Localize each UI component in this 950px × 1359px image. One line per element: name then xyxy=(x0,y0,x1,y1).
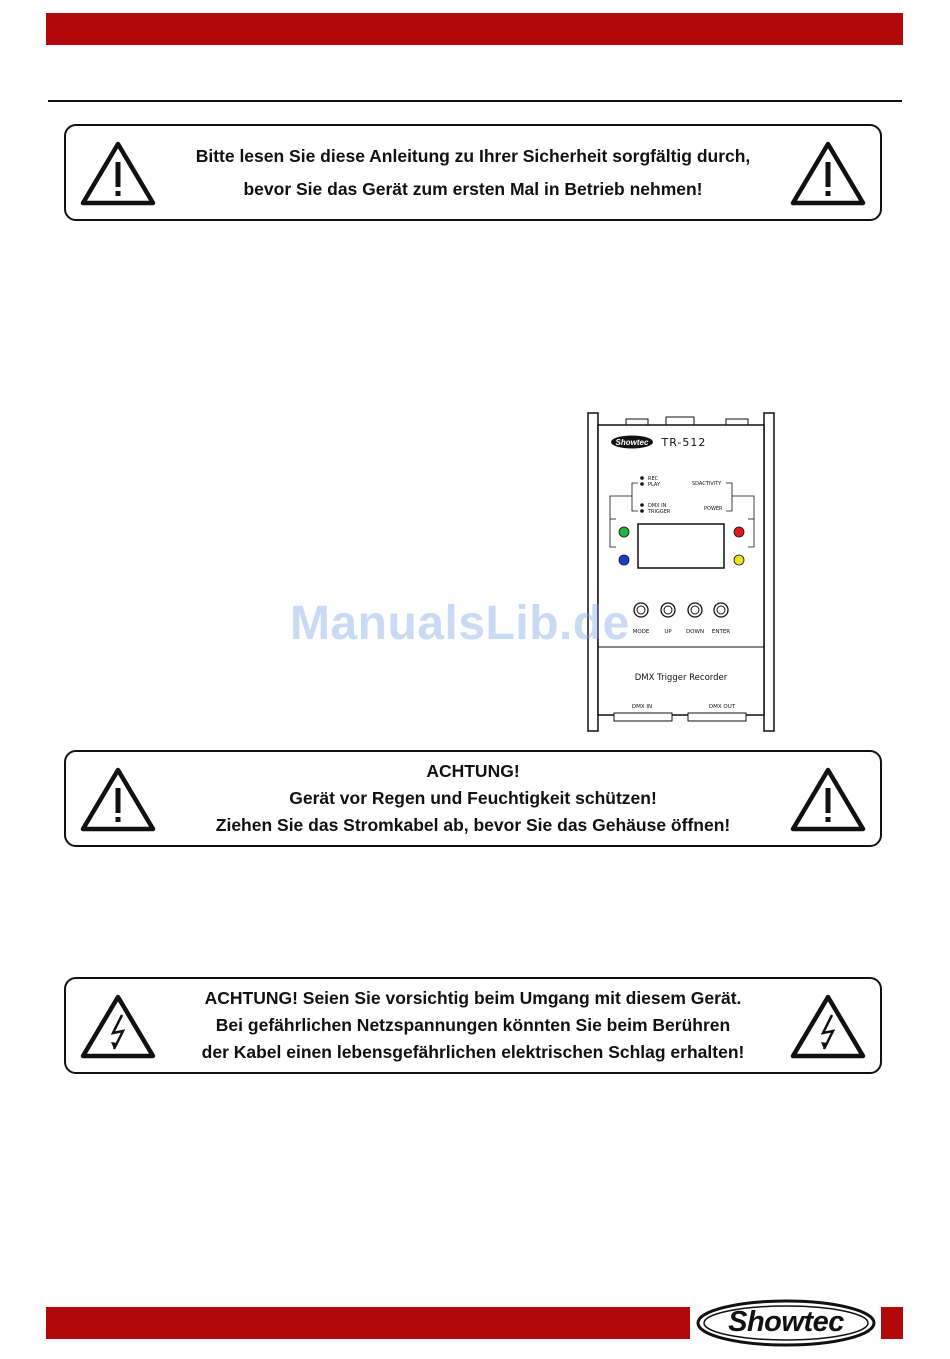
warning-line: Bitte lesen Sie diese Anleitung zu Ihrer Sicherheit sorgfältig durch, xyxy=(195,145,751,166)
label-dmx-in-port: DMX IN xyxy=(631,704,653,710)
led-red xyxy=(734,527,744,537)
warning-line: bevor Sie das Gerät zum ersten Mal in Betrieb nehmen! xyxy=(243,178,703,199)
label-rec: REC xyxy=(648,476,659,482)
header-rule xyxy=(48,100,902,102)
warning-moisture xyxy=(64,750,882,847)
led-blue xyxy=(619,555,629,565)
device-model: TR-512 xyxy=(661,436,707,449)
device-brand: Showtec xyxy=(615,438,649,447)
warning-electric-shock xyxy=(64,977,882,1074)
high-voltage-triangle-icon xyxy=(790,993,866,1059)
label-mode: MODE xyxy=(632,629,650,635)
exclamation-triangle-icon xyxy=(80,140,156,206)
exclamation-triangle-icon xyxy=(790,140,866,206)
label-dmx-in-led: DMX IN xyxy=(648,503,667,509)
exclamation-triangle-icon xyxy=(790,766,866,832)
label-trigger: TRIGGER xyxy=(648,509,671,515)
warning-read-manual xyxy=(64,124,882,221)
label-up: UP xyxy=(664,629,672,635)
lcd-display xyxy=(638,524,724,568)
led-green xyxy=(619,527,629,537)
watermark: ManualsLib.de xyxy=(290,597,630,650)
label-power: POWER xyxy=(704,506,723,512)
high-voltage-triangle-icon xyxy=(80,993,156,1059)
warning-line: Bei gefährlichen Netzspannungen könnten Sie beim Berühren xyxy=(215,1015,731,1035)
label-sd-activity: SDACTIVITY xyxy=(692,481,722,487)
product-name: DMX Trigger Recorder xyxy=(634,673,728,683)
led-yellow xyxy=(734,555,744,565)
label-play: PLAY xyxy=(648,482,661,488)
exclamation-triangle-icon xyxy=(80,766,156,832)
footer-red-bar-end xyxy=(881,1307,903,1339)
label-enter: ENTER xyxy=(711,629,731,635)
warning-line: Gerät vor Regen und Feuchtigkeit schützen! xyxy=(289,788,657,808)
logo-text: Showtec xyxy=(728,1306,844,1338)
footer-red-bar xyxy=(46,1307,690,1339)
label-dmx-out-port: DMX OUT xyxy=(708,704,736,710)
warning-line: ACHTUNG! xyxy=(426,761,520,781)
warning-line: der Kabel einen lebensgefährlichen elektrischen Schlag erhalten! xyxy=(201,1042,745,1062)
warning-line: Ziehen Sie das Stromkabel ab, bevor Sie das Gehäuse öffnen! xyxy=(215,815,731,835)
label-down: DOWN xyxy=(685,629,705,635)
warning-line: ACHTUNG! Seien Sie vorsichtig beim Umgang mit diesem Gerät. xyxy=(204,988,742,1008)
device-illustration xyxy=(586,411,776,733)
showtec-logo xyxy=(696,1299,876,1347)
header-red-bar xyxy=(46,13,903,45)
